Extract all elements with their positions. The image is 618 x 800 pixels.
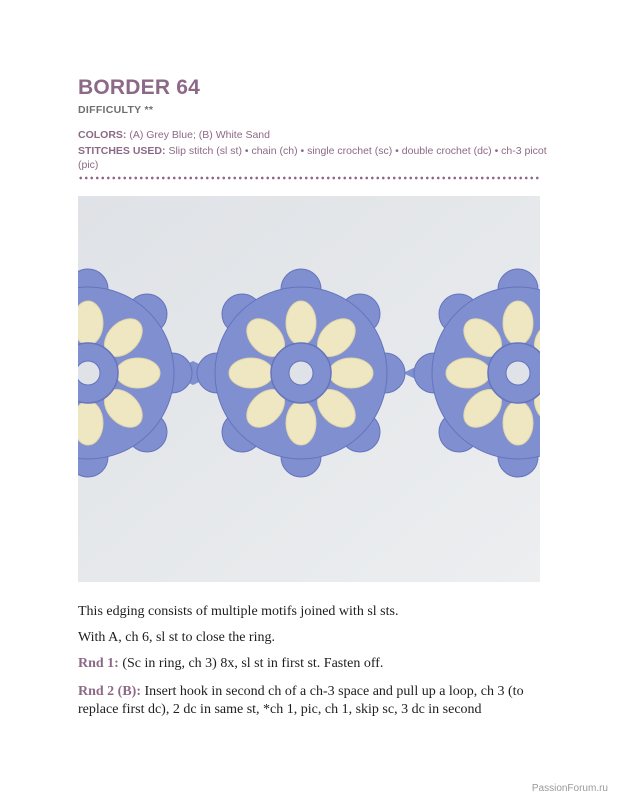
difficulty-label: DIFFICULTY **	[78, 104, 154, 116]
round-1-label: Rnd 1:	[78, 656, 119, 671]
round-2-label: Rnd 2 (B):	[78, 684, 142, 699]
round-2-paragraph	[78, 683, 548, 719]
colors-line	[78, 128, 548, 142]
stitches-text: Slip stitch (sl st) • chain (ch) • single crochet (sc) • double crochet (dc) • ch-3 picot (pic)	[78, 145, 547, 171]
stitches-label: STITCHES USED:	[78, 145, 166, 157]
round-1-paragraph	[78, 655, 548, 673]
round-1-text: (Sc in ring, ch 3) 8x, sl st in first st. Fasten off.	[122, 656, 384, 671]
intro-paragraph: This edging consists of multiple motifs joined with sl sts.	[78, 604, 399, 619]
crochet-border-photo	[78, 196, 540, 582]
colors-label: COLORS:	[78, 129, 127, 141]
dotted-divider	[78, 176, 540, 180]
colors-text: (A) Grey Blue; (B) White Sand	[129, 129, 270, 141]
round-2-text: Insert hook in second ch of a ch-3 space and pull up a loop, ch 3 (to replace first dc), 2 dc in same st, *ch 1, pic, ch 1, skip sc, 3 dc in second	[78, 684, 524, 717]
stitches-line	[78, 144, 548, 172]
page-title: BORDER 64	[78, 76, 200, 99]
start-paragraph: With A, ch 6, sl st to close the ring.	[78, 630, 275, 645]
watermark: PassionForum.ru	[531, 783, 608, 794]
